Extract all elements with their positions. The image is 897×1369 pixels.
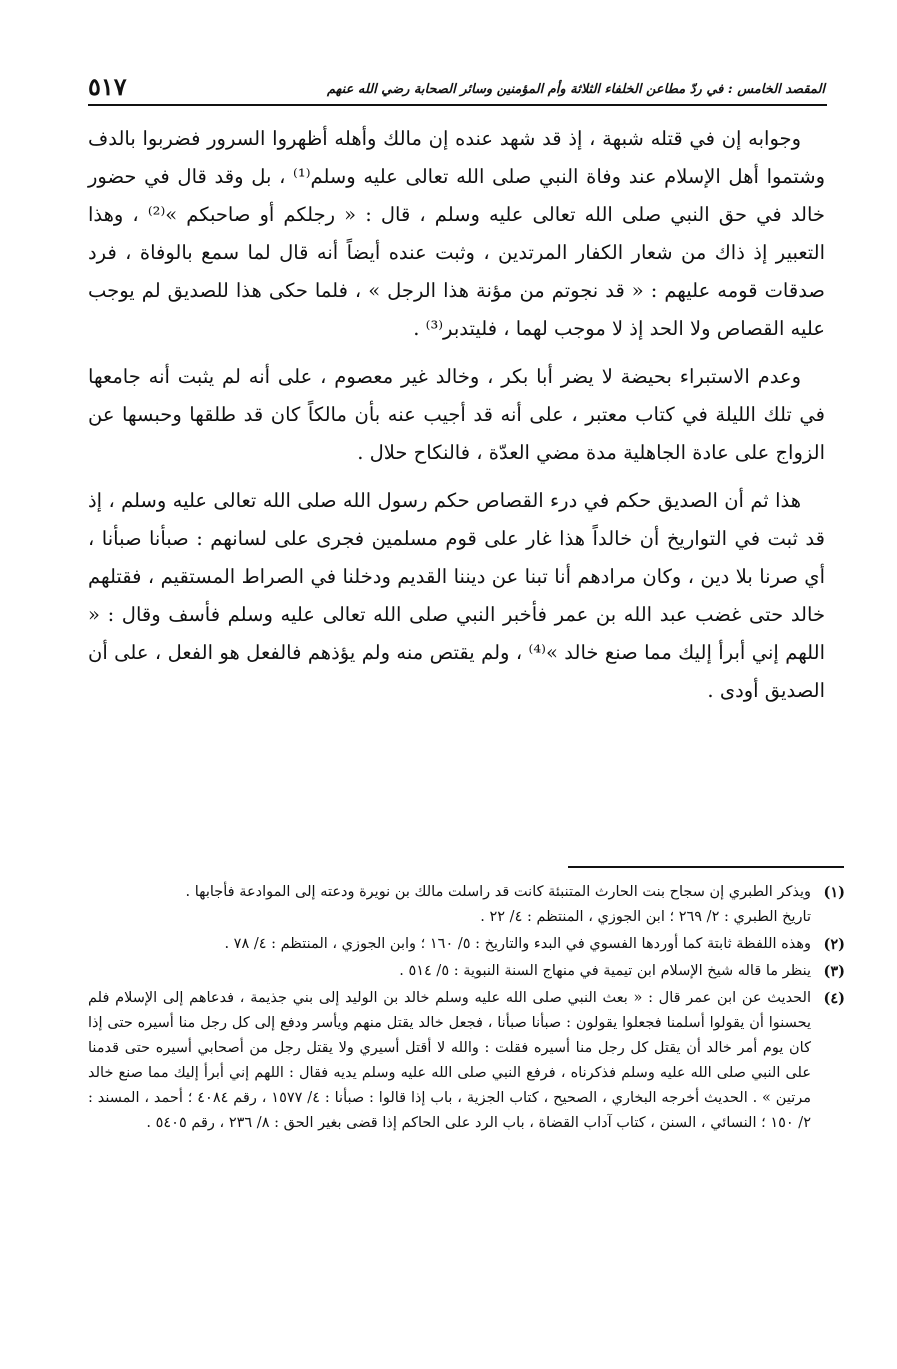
footnote-text <box>88 959 811 984</box>
footnote <box>88 932 845 957</box>
footnote-line: وهذه اللفظة ثابتة كما أوردها الفسوي في البدء والتاريخ : ٥/ ١٦٠ ؛ وابن الجوزي ، المنتظم : ٤/ ٧٨ . <box>224 936 811 952</box>
body-paragraph: هذا ثم أن الصديق حكم في درء القصاص حكم رسول الله صلى الله تعالى عليه وسلم ، إذ قد ثبت في التواريخ أن خالداً هذا غار على قوم مسلمين فجرى على لسانهم : صبأنا صبأنا ، أي صرنا بلا دين ، وكان مرادهم أنا تبنا عن ديننا القديم ودخلنا في الصراط المستقيم ، فقتلهم خالد حتى غضب عبد الله بن عمر فأخبر النبي صلى الله تعالى عليه وسلم فأسف وقال : « اللهم إني أبرأ إليك مما صنع خالد »⁽⁴⁾ ، ولم يقتص منه ولم يؤذهم فالفعل هو الفعل ، على أن الصديق أودى . <box>88 489 825 702</box>
footnote-text <box>88 986 811 1136</box>
footnotes <box>88 880 845 1138</box>
footnote-text <box>88 880 811 930</box>
footnote-number: (١) <box>823 884 845 901</box>
body-paragraph: وجوابه إن في قتله شبهة ، إذ قد شهد عنده إن مالك وأهله أظهروا السرور فضربوا بالدف وشتموا أهل الإسلام عند وفاة النبي صلى الله تعالى عليه وسلم⁽¹⁾ ، بل وقد قال في حضور خالد في حق النبي صلى الله تعالى عليه وسلم ، قال : « رجلكم أو صاحبكم »⁽²⁾ ، وهذا التعبير إذ ذاك من شعار الكفار المرتدين ، وثبت عنده أيضاً أنه قال لما سمع بالوفاة ، فرد صدقات قومه عليهم : « قد نجوتم من مؤنة هذا الرجل » ، فلما حكى هذا للصديق لم يوجب عليه القصاص ولا الحد إذ لا موجب لهما ، فليتدبر⁽³⁾ . <box>88 127 825 340</box>
header-divider <box>88 104 827 106</box>
main-text <box>88 120 825 720</box>
footnote <box>88 880 845 930</box>
body-paragraph: وعدم الاستبراء بحيضة لا يضر أبا بكر ، وخالد غير معصوم ، على أنه لم يثبت أنه جامعها في تلك الليلة في كتاب معتبر ، على أنه قد أجيب عنه بأن مالكاً كان قد طلقها وحبسها عن الزواج على عادة الجاهلية مدة مضي العدّة ، فالنكاح حلال . <box>88 365 825 464</box>
footnote-line: تاريخ الطبري : ٢/ ٢٦٩ ؛ ابن الجوزي ، المنتظم : ٤/ ٢٢ . <box>480 909 811 925</box>
running-title: المقصد الخامس : في ردّ مطاعن الخلفاء الثلاثة وأم المؤمنين وسائر الصحابة رضي الله عنهم <box>327 82 825 97</box>
page-number: ٥١٧ <box>88 72 127 101</box>
footnote-text <box>88 932 811 957</box>
page-header <box>88 72 825 106</box>
footnote-divider <box>568 866 844 868</box>
footnote-line: الحديث عن ابن عمر قال : « بعث النبي صلى الله عليه وسلم خالد بن الوليد إلى بني جذيمة ، فدعاهم إلى الإسلام فلم يحسنوا أن يقولوا أسلمنا فجعلوا يقولون : صبأنا صبأنا ، فجعل خالد يقتل منهم ويأسر ودفع إلى كل رجل منا أسيره حتى إذا كان يوم أمر خالد أن يقتل كل رجل منا أسيره فقلت : والله لا أقتل أسيري ولا يقتل رجل من أصحابي أسيره حتى قدمنا على النبي صلى الله عليه وسلم فذكرناه ، فرفع النبي صلى الله عليه وسلم يديه فقال : اللهم إني أبرأ إليك مما صنع خالد مرتين » . الحديث أخرجه البخاري ، الصحيح ، كتاب الجزية ، باب إذا قالوا : صبأنا : ٤/ ١٥٧٧ ، رقم ٤٠٨٤ ؛ أحمد ، المسند : ٢/ ١٥٠ ؛ النسائي ، السنن ، كتاب آداب القضاة ، باب الرد على الحاكم إذا قضى بغير الحق : ٨/ ٢٣٦ ، رقم ٥٤٠٥ . <box>88 990 812 1131</box>
footnote <box>88 959 845 984</box>
footnote-number: (٤) <box>823 990 845 1007</box>
footnote-line: ويذكر الطبري إن سجاح بنت الحارث المتنبئة كانت قد راسلت مالك بن نويرة ودعته إلى الموادعة فأجابها . <box>185 884 811 900</box>
footnote <box>88 986 845 1136</box>
footnote-number: (٣) <box>823 963 845 980</box>
footnote-line: ينظر ما قاله شيخ الإسلام ابن تيمية في منهاج السنة النبوية : ٥/ ٥١٤ . <box>399 963 811 979</box>
footnote-number: (٢) <box>823 936 845 953</box>
